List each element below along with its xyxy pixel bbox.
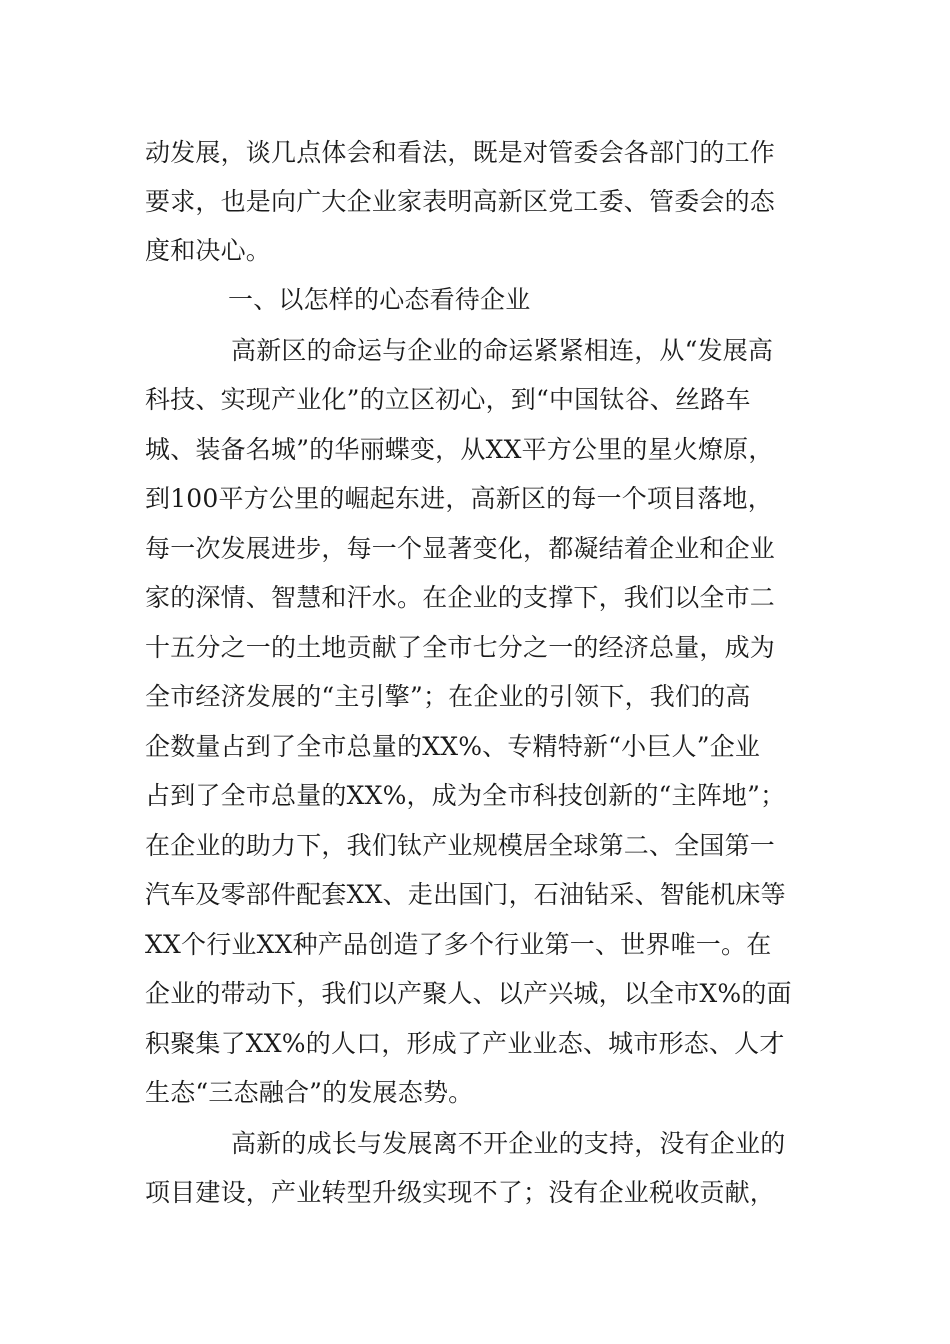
body-line: 城、装备名城”的华丽蝶变，从XX平方公里的星火燎原， — [145, 435, 774, 464]
body-line: 要求，也是向广大企业家表明高新区党工委、管委会的态 — [145, 187, 776, 216]
body-line: 积聚集了XX%的人口，形成了产业业态、城市形态、人才 — [145, 1029, 785, 1058]
body-line: 十五分之一的土地贡献了全市七分之一的经济总量，成为 — [145, 633, 776, 662]
body-line: 汽车及零部件配套XX、走出国门，石油钻采、智能机床等 — [145, 880, 786, 909]
section-heading: 一、以怎样的心态看待企业 — [228, 285, 531, 314]
body-line: 家的深情、智慧和汗水。在企业的支撑下，我们以全市二 — [145, 583, 776, 612]
body-line: 生态“三态融合”的发展态势。 — [145, 1078, 474, 1107]
body-line: 全市经济发展的“主引擎”；在企业的引领下，我们的高 — [145, 682, 751, 711]
body-line: 到100平方公里的崛起东进，高新区的每一个项目落地， — [145, 484, 773, 513]
body-line: 每一次发展进步，每一个显著变化，都凝结着企业和企业 — [145, 534, 776, 563]
body-line: 科技、实现产业化”的立区初心，到“中国钛谷、丝路车 — [145, 385, 751, 414]
body-line: 项目建设，产业转型升级实现不了；没有企业税收贡献， — [145, 1178, 776, 1207]
body-line: 企业的带动下，我们以产聚人、以产兴城，以全市X%的面 — [145, 979, 792, 1008]
body-line: XX个行业XX种产品创造了多个行业第一、世界唯一。在 — [145, 930, 772, 959]
body-line: 在企业的助力下，我们钛产业规模居全球第二、全国第一 — [145, 831, 776, 860]
body-line: 占到了全市总量的XX%，成为全市科技创新的“主阵地”； — [145, 781, 786, 810]
body-line: 企数量占到了全市总量的XX%、专精特新“小巨人”企业 — [145, 732, 761, 761]
body-line: 度和决心。 — [145, 236, 272, 265]
body-line: 动发展，谈几点体会和看法，既是对管委会各部门的工作 — [145, 138, 776, 167]
body-line: 高新的成长与发展离不开企业的支持，没有企业的 — [231, 1129, 786, 1158]
body-line: 高新区的命运与企业的命运紧紧相连，从“发展高 — [231, 336, 774, 365]
